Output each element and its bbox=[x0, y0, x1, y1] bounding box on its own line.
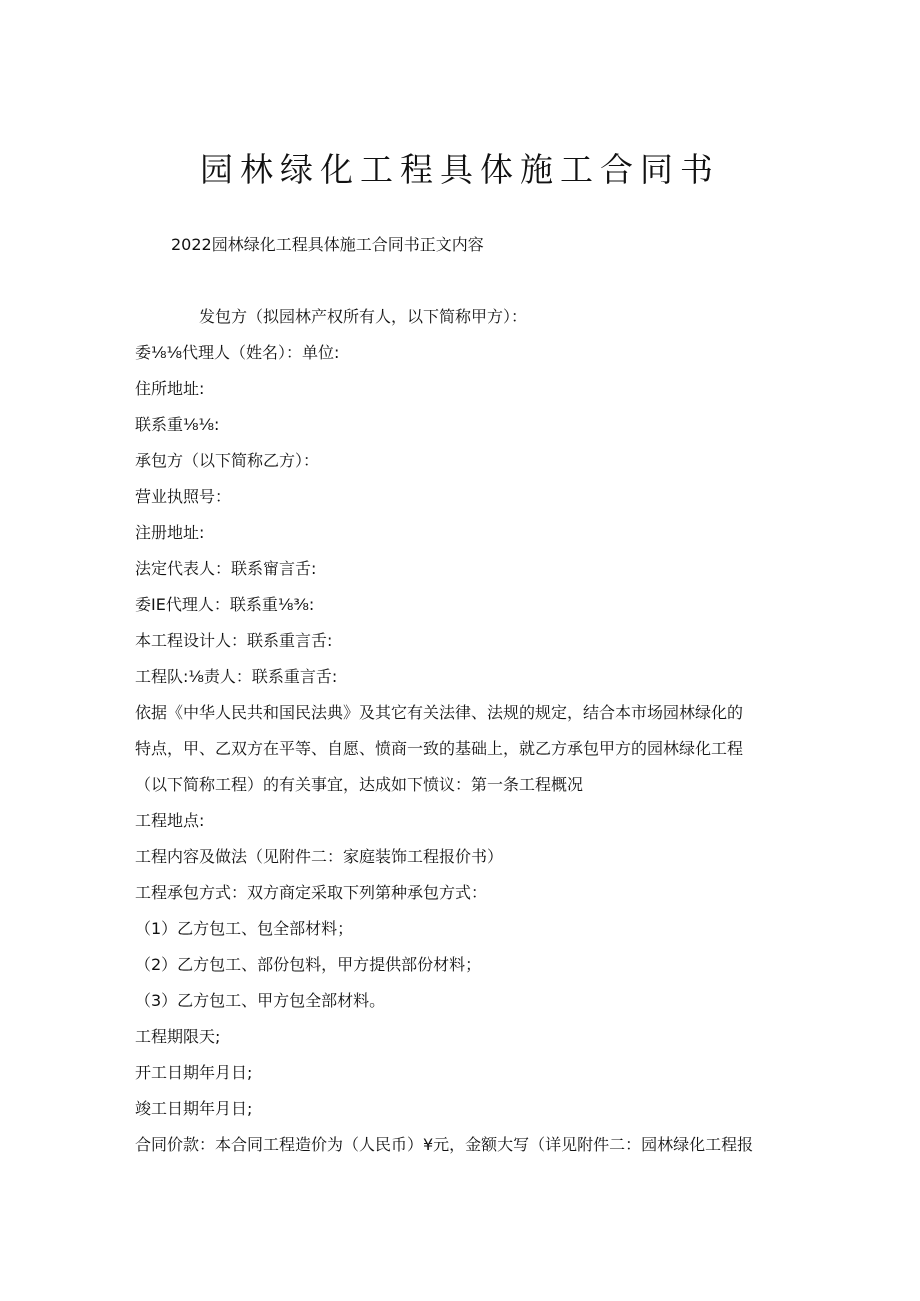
body-line: （1）乙方包工、包全部材料； bbox=[135, 919, 354, 938]
body-line: 工程承包方式：双方商定采取下列第种承包方式： bbox=[135, 883, 488, 902]
body-line: 发包方（拟园林产权所有人，以下简称甲方）： bbox=[199, 307, 528, 326]
document-title: 园林绿化工程具体施工合同书 bbox=[200, 150, 720, 189]
document-subtitle: 2022园林绿化工程具体施工合同书正文内容 bbox=[171, 235, 484, 254]
body-line: 依据《中华人民共和国民法典》及其它有关法律、法规的规定，结合本市场园林绿化的 bbox=[135, 703, 744, 722]
body-line: 注册地址: bbox=[135, 523, 205, 542]
body-line: （2）乙方包工、部份包料，甲方提供部份材料； bbox=[135, 955, 482, 974]
body-line: 特点，甲、乙双方在平等、自愿、愤商一致的基础上，就乙方承包甲方的园林绿化工程 bbox=[135, 739, 744, 758]
body-line: 工程队:⅛责人：联系重言舌: bbox=[135, 667, 338, 686]
body-line: 工程期限天; bbox=[135, 1027, 221, 1046]
body-line: 工程地点: bbox=[135, 811, 205, 830]
body-line: 联系重⅛⅛: bbox=[135, 415, 220, 434]
body-line: 本工程设计人：联系重言舌: bbox=[135, 631, 333, 650]
body-line: 承包方（以下简称乙方）： bbox=[135, 451, 320, 470]
body-line: 工程内容及做法（见附件二：家庭装饰工程报价书） bbox=[135, 847, 504, 866]
body-line: 法定代表人：联系甯言舌: bbox=[135, 559, 317, 578]
body-line: 委⅛⅛代理人（姓名）：单位: bbox=[135, 343, 340, 362]
body-line: 委IE代理人：联系重⅛⅜: bbox=[135, 595, 315, 614]
body-line: 竣工日期年月日; bbox=[135, 1099, 253, 1118]
body-line: 合同价款：本合同工程造价为（人民币）¥元，金额大写（详见附件二：园林绿化工程报 bbox=[135, 1135, 754, 1154]
body-line: （3）乙方包工、甲方包全部材料。 bbox=[135, 991, 386, 1010]
body-line: 住所地址: bbox=[135, 379, 205, 398]
body-line: 营业执照号： bbox=[135, 487, 232, 506]
body-line: 开工日期年月日; bbox=[135, 1063, 253, 1082]
body-line: （以下简称工程）的有关事宜，达成如下愤议：第一条工程概况 bbox=[135, 775, 584, 794]
contract-body bbox=[135, 306, 795, 1170]
